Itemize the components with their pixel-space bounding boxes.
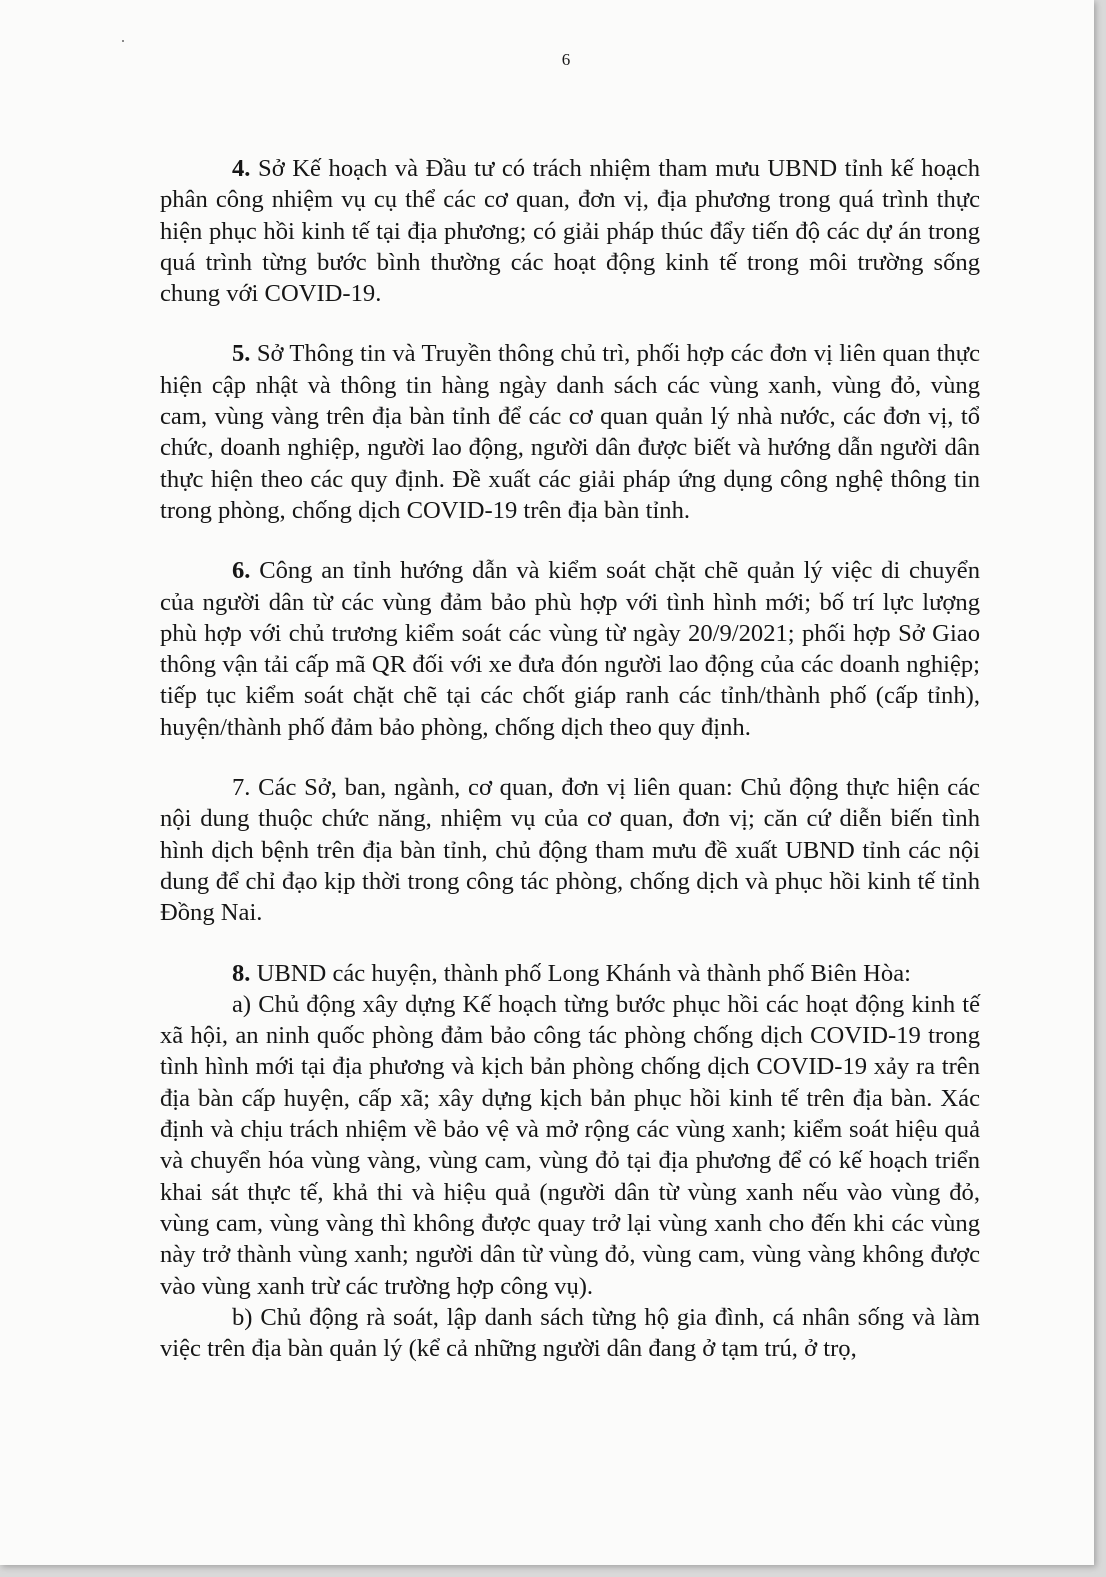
section-number: 5. [232, 340, 251, 368]
section-6 [160, 555, 980, 743]
section-text: Công an tỉnh hướng dẫn và kiểm soát chặt chẽ quản lý việc di chuyển của người dân từ các vùng đảm bảo phù hợp với tình hình mới; bố trí lực lượng phù hợp với chủ trương kiểm soát các vùng từ ngày 20/9/2021; phối hợp Sở Giao thông vận tải cấp mã QR đối với xe đưa đón người lao động của các doanh nghiệp; tiếp tục kiểm soát chặt chẽ tại các chốt giáp ranh các tỉnh/thành phố (cấp tỉnh), huyện/thành phố đảm bảo phòng, chống dịch theo quy định. [160, 557, 980, 741]
section-5 [160, 338, 980, 526]
section-text: UBND các huyện, thành phố Long Khánh và thành phố Biên Hòa: [256, 959, 911, 987]
section-text: Sở Thông tin và Truyền thông chủ trì, phối hợp các đơn vị liên quan thực hiện cập nhật và thông tin hàng ngày danh sách các vùng xanh, vùng đỏ, vùng cam, vùng vàng trên địa bàn tỉnh để các cơ quan quản lý nhà nước, các đơn vị, tổ chức, doanh nghiệp, người lao động, người dân được biết và hướng dẫn người dân thực hiện theo các quy định. Đề xuất các giải pháp ứng dụng công nghệ thông tin trong phòng, chống dịch COVID-19 trên địa bàn tỉnh. [160, 340, 980, 524]
page-number: 6 [561, 50, 571, 69]
subsection-b: b) Chủ động rà soát, lập danh sách từng hộ gia đình, cá nhân sống và làm việc trên địa bàn quản lý (kể cả những người dân đang ở tạm trú, ở trọ, [160, 1303, 980, 1363]
section-text: Sở Kế hoạch và Đầu tư có trách nhiệm tham mưu UBND tỉnh kế hoạch phân công nhiệm vụ cụ thể các cơ quan, đơn vị, địa phương trong quá trình thực hiện phục hồi kinh tế tại địa phương; có giải pháp thúc đẩy tiến độ các dự án trong quá trình từng bước bình thường các hoạt động kinh tế trong môi trường sống chung với COVID-19. [160, 155, 980, 308]
section-4 [160, 153, 980, 309]
section-number: 6. [232, 557, 251, 585]
section-text: Các Sở, ban, ngành, cơ quan, đơn vị liên quan: Chủ động thực hiện các nội dung thuộc chức năng, nhiệm vụ của cơ quan, đơn vị; căn cứ diễn biến tình hình dịch bệnh trên địa bàn tỉnh, chủ động tham mưu đề xuất UBND tỉnh các nội dung để chỉ đạo kịp thời trong công tác phòng, chống dịch và phục hồi kinh tế tỉnh Đồng Nai. [160, 774, 980, 927]
section-number: 4. [232, 155, 251, 182]
section-number: 8. [232, 959, 251, 987]
section-8 [160, 958, 980, 989]
document-body [160, 153, 980, 1364]
section-7 [160, 772, 980, 928]
scan-speck [122, 40, 124, 42]
subsection-a: a) Chủ động xây dựng Kế hoạch từng bước phục hồi các hoạt động kinh tế xã hội, an ninh quốc phòng đảm bảo công tác phòng chống dịch COVID-19 trong tình hình mới tại địa phương và kịch bản phòng chống dịch COVID-19 xảy ra trên địa bàn cấp huyện, cấp xã; xây dựng kịch bản phục hồi kinh tế trên địa bàn. Xác định và chịu trách nhiệm về bảo vệ và mở rộng các vùng xanh; kiểm soát hiệu quả và chuyển hóa vùng vàng, vùng cam, vùng đỏ tại địa phương để có kế hoạch triển khai sát thực tế, khả thi và hiệu quả (người dân từ vùng xanh nếu vào vùng đỏ, vùng cam, vùng vàng thì không được quay trở lại vùng xanh cho đến khi các vùng này trở thành vùng xanh; người dân từ vùng đỏ, vùng cam, vùng vàng không được vào vùng xanh trừ các trường hợp công vụ). [160, 990, 980, 1300]
section-number: 7. [232, 774, 251, 802]
